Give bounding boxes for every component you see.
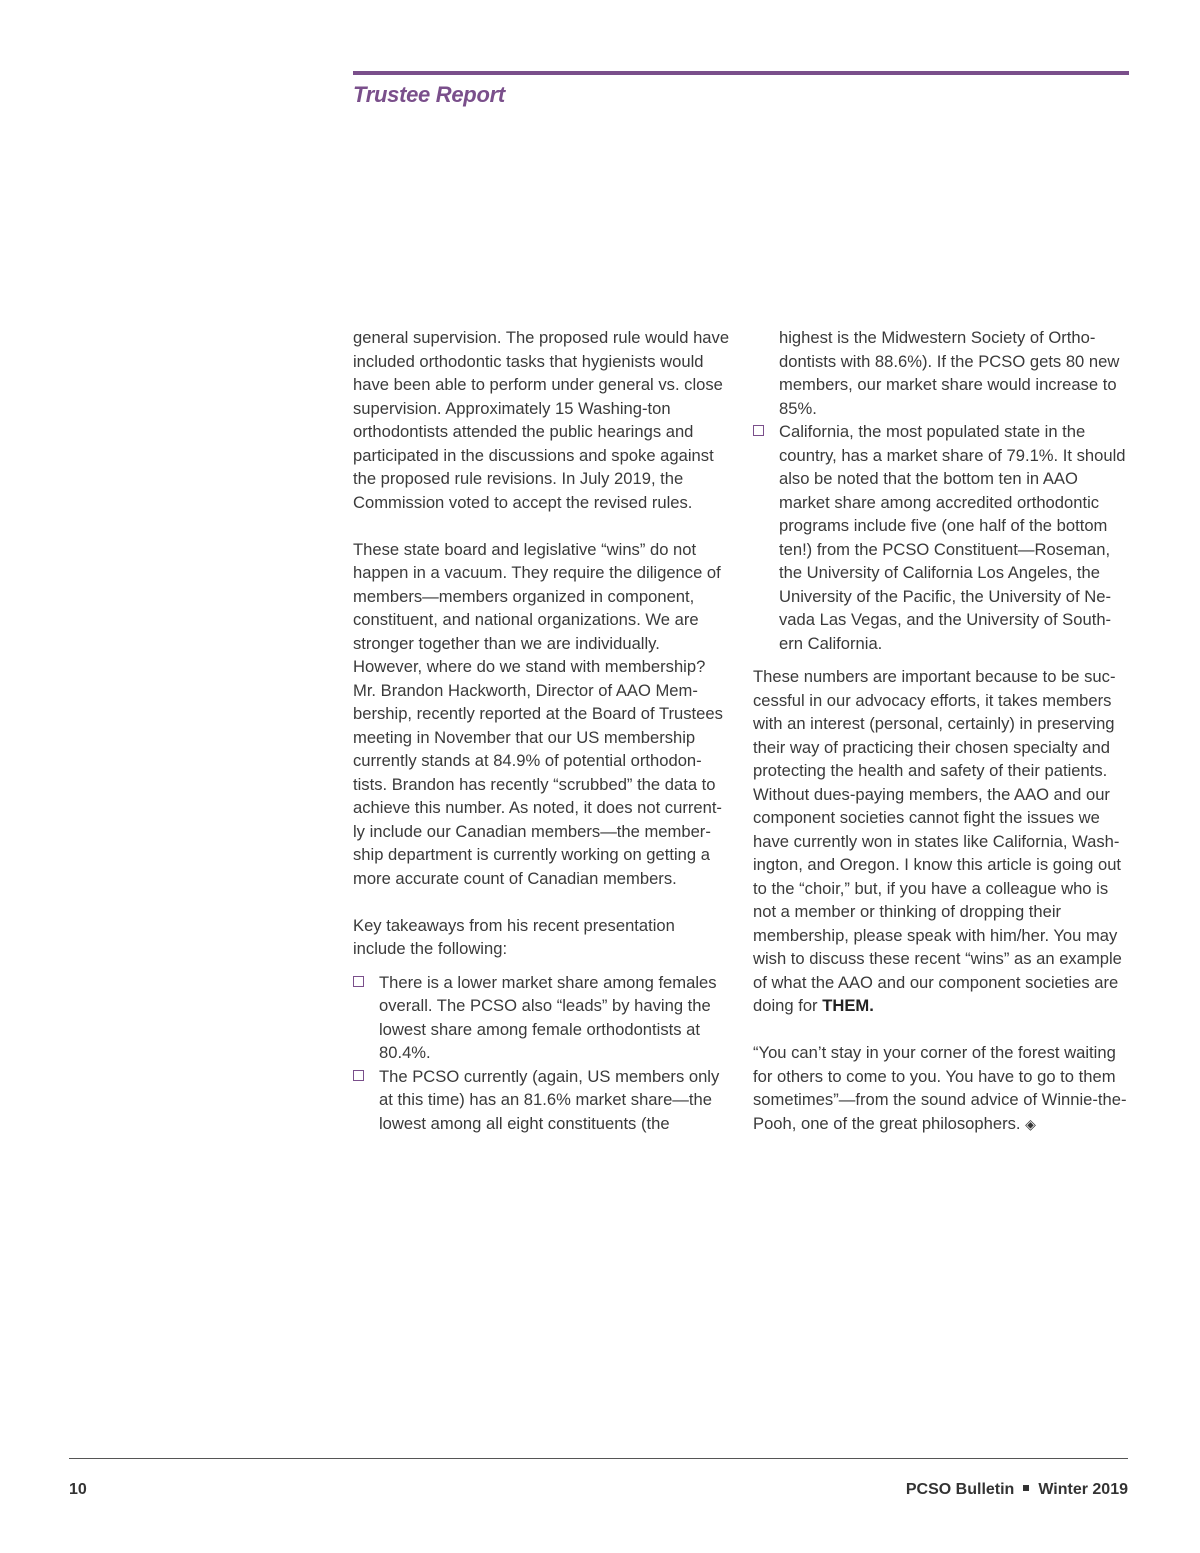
checkbox-square-icon <box>353 976 364 987</box>
section-title: Trustee Report <box>353 82 505 107</box>
list-item-text: The PCSO currently (again, US members only at this time) has an 81.6% market share—the lowest among all eight constituents (the <box>379 1066 720 1133</box>
issue-label: Winter 2019 <box>1038 1481 1128 1498</box>
separator-square-icon <box>1023 1485 1029 1491</box>
left-column <box>353 326 731 1145</box>
checkbox-square-icon <box>753 425 764 436</box>
list-item <box>753 326 1133 420</box>
emphasis-text: THEM. <box>822 996 874 1015</box>
paragraph <box>753 1041 1133 1136</box>
list-item <box>353 1065 731 1136</box>
paragraph-text: These numbers are important because to be suc-cessful in our advocacy efforts, it takes members with an interest (personal, certainly) in preserving their way of practicing their chosen specialty and protecting the health and safety of their patients. Without dues-paying members, the AAO and our component societies cannot fight the issues we have currently won in states like California, Wash-ington, and Oregon. I know this article is going out to the “choir,” but, if you have a colleague who is not a member or thinking of dropping their membership, please speak with him/her. You may wish to discuss these recent “wins” as an example of what the AAO and our component societies are doing for <box>753 667 1122 1015</box>
list-item-text: highest is the Midwestern Society of Ortho-dontists with 88.6%). If the PCSO gets 80 new members, our market share would increase to 85%. <box>779 328 1120 418</box>
header-rule <box>353 71 1129 75</box>
takeaways-list <box>353 971 731 1136</box>
paragraph: Key takeaways from his recent presentation include the following: <box>353 915 675 958</box>
checkbox-square-icon <box>353 1070 364 1081</box>
quote-text: “You can’t stay in your corner of the forest waiting for others to come to you. You have to go to them sometimes”—from the sound advice of Winnie-the-Pooh, one of the great philosophers. <box>753 1043 1127 1133</box>
list-item <box>353 971 731 1065</box>
publication-name: PCSO Bulletin <box>905 1481 1015 1498</box>
list-item-text: There is a lower market share among females overall. The PCSO also “leads” by having the lowest share among female orthodontists at 80.4%. <box>379 972 717 1062</box>
list-item <box>753 420 1133 655</box>
paragraph: These state board and legislative “wins” do not happen in a vacuum. They require the diligence of members—members organized in component, constituent, and national organizations. We are stronger together than we are individually. However, where do we stand with membership? Mr. Brandon Hackworth, Director of AAO Mem-bership, recently reported at the Board of Trustees meeting in November that our US membership currently stands at 84.9% of potential orthodon-tists. Brandon has recently “scrubbed” the data to achieve this number. As noted, it does not current-ly include our Canadian members—the member-ship department is currently working on getting a more accurate count of Canadian members. <box>353 539 723 888</box>
end-diamond-icon: ◈ <box>1025 1115 1036 1132</box>
paragraph: general supervision. The proposed rule would have included orthodontic tasks that hygienists would have been able to perform under general vs. close supervision. Approximately 15 Washing-ton orthodontists attended the public hearings and participated in the discussions and spoke against the proposed rule revisions. In July 2019, the Commission voted to accept the revised rules. <box>353 328 730 512</box>
list-item-text: California, the most populated state in the country, has a market share of 79.1%. It should also be noted that the bottom ten in AAO market share among accredited orthodontic programs include five (one half of the bottom ten!) from the PCSO Constituent—Roseman, the University of California Los Angeles, the University of the Pacific, the University of Ne-vada Las Vegas, and the University of South-ern California. <box>779 422 1126 653</box>
footer-publication <box>906 1481 1128 1499</box>
right-column <box>753 326 1133 1160</box>
footer-rule <box>69 1458 1128 1459</box>
paragraph <box>753 665 1133 1018</box>
takeaways-list-continued <box>753 326 1133 655</box>
page-number: 10 <box>69 1481 87 1498</box>
